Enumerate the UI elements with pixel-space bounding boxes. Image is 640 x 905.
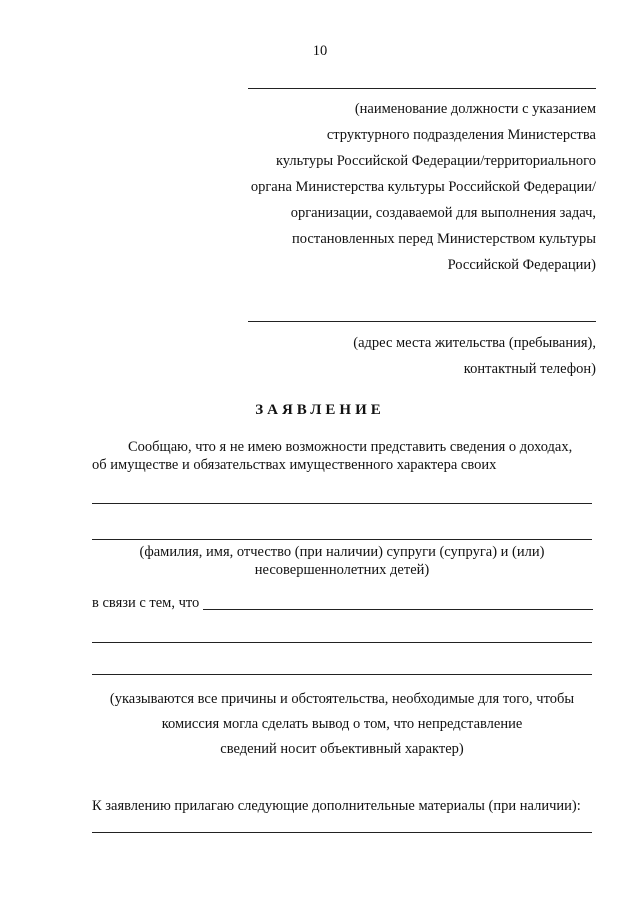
statement-line-1: Сообщаю, что я не имею возможности представить сведения о доходах, [128, 439, 573, 455]
attachments-label: К заявлению прилагаю следующие дополнительные материалы (при наличии): [92, 798, 581, 814]
address-caption-line-2: контактный телефон) [463, 361, 596, 377]
position-caption-line-5: организации, создаваемой для выполнения задач, [290, 205, 596, 221]
document-title: ЗАЯВЛЕНИЕ [255, 402, 385, 418]
page-number: 10 [312, 43, 328, 59]
attachments-blank-line[interactable] [92, 832, 592, 833]
position-caption-line-2: структурного подразделения Министерства [326, 127, 596, 143]
address-caption-line-1: (адрес места жительства (пребывания), [353, 335, 596, 351]
position-caption-line-7: Российской Федерации) [447, 257, 596, 273]
reason-blank-line-2[interactable] [92, 642, 592, 643]
position-caption-line-1: (наименование должности с указанием [354, 101, 596, 117]
statement-line-2: об имуществе и обязательствах имущественного характера своих [92, 457, 497, 473]
position-caption-line-4: органа Министерства культуры Российской Федерации/ [250, 179, 596, 195]
spouse-blank-line-1[interactable] [92, 503, 592, 504]
position-blank-line[interactable] [248, 88, 596, 89]
address-blank-line[interactable] [248, 321, 596, 322]
reason-label: в связи с тем, что [92, 595, 200, 611]
reason-blank-line-1[interactable] [203, 609, 593, 610]
reason-caption-line-3: сведений носит объективный характер) [220, 741, 464, 757]
position-caption-line-3: культуры Российской Федерации/территориального [275, 153, 596, 169]
reason-caption-line-2: комиссия могла сделать вывод о том, что непредставление [161, 716, 523, 732]
position-caption-line-6: постановленных перед Министерством культуры [292, 231, 596, 247]
spouse-caption-line-1: (фамилия, имя, отчество (при наличии) супруги (супруга) и (или) [139, 544, 545, 560]
spouse-caption-line-2: несовершеннолетних детей) [254, 562, 430, 578]
reason-blank-line-3[interactable] [92, 674, 592, 675]
reason-caption-line-1: (указываются все причины и обстоятельства, необходимые для того, чтобы [109, 691, 575, 707]
spouse-blank-line-2[interactable] [92, 539, 592, 540]
